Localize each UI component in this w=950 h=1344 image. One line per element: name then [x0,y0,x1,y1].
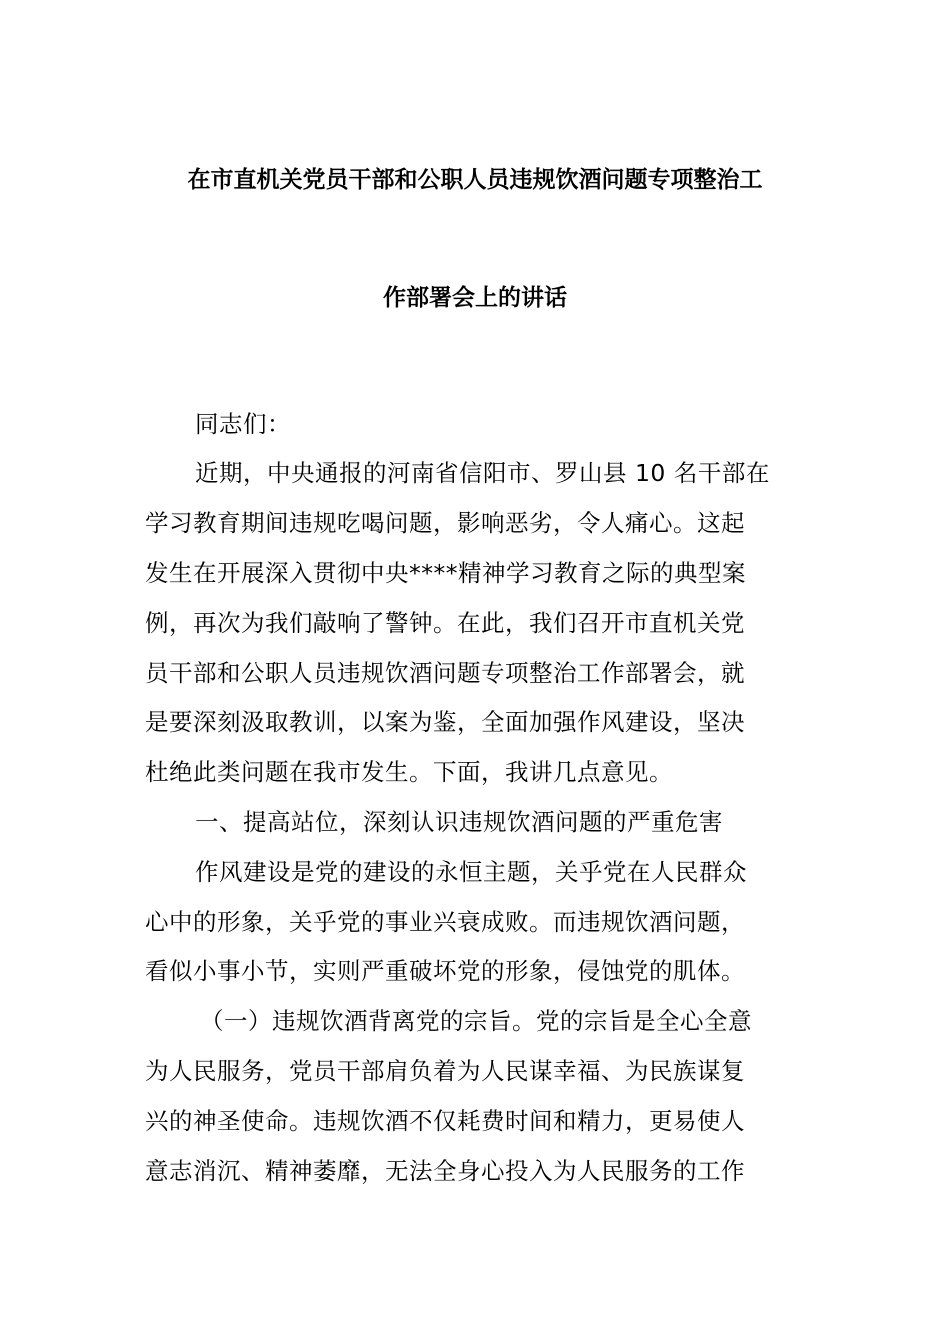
paragraph-line: 为人民服务，党员干部肩负着为人民谋幸福、为民族谋复 [145,1057,745,1085]
document-title-line-1: 在市直机关党员干部和公职人员违规饮酒问题专项整治工 [187,167,763,193]
paragraph-line: 员干部和公职人员违规饮酒问题专项整治工作部署会，就 [145,659,745,687]
paragraph-line: 看似小事小节，实则严重破坏党的形象，侵蚀党的肌体。 [145,957,745,985]
paragraph-line: 兴的神圣使命。违规饮酒不仅耗费时间和精力，更易使人 [145,1107,745,1135]
paragraph-line: 意志消沉、精神萎靡，无法全身心投入为人民服务的工作 [145,1157,745,1185]
document-title-line-2: 作部署会上的讲话 [383,285,567,311]
section-heading: 一、提高站位，深刻认识违规饮酒问题的严重危害 [195,808,723,836]
paragraph-line: 发生在开展深入贯彻中央****精神学习教育之际的典型案 [145,559,746,587]
paragraph-line: 学习教育期间违规吃喝问题，影响恶劣，令人痛心。这起 [145,509,745,537]
paragraph-line: 是要深刻汲取教训，以案为鉴，全面加强作风建设，坚决 [145,708,745,736]
paragraph-line: 近期，中央通报的河南省信阳市、罗山县 10 名干部在 [195,459,770,487]
paragraph-line: 例，再次为我们敲响了警钟。在此，我们召开市直机关党 [145,609,745,637]
paragraph-line: 作风建设是党的建设的永恒主题，关乎党在人民群众 [195,858,747,886]
paragraph-line: 心中的形象，关乎党的事业兴衰成败。而违规饮酒问题， [145,908,745,936]
subsection-line: （一）违规饮酒背离党的宗旨。党的宗旨是全心全意 [200,1007,752,1035]
salutation: 同志们： [195,410,291,438]
paragraph-line: 杜绝此类问题在我市发生。下面，我讲几点意见。 [145,758,673,786]
